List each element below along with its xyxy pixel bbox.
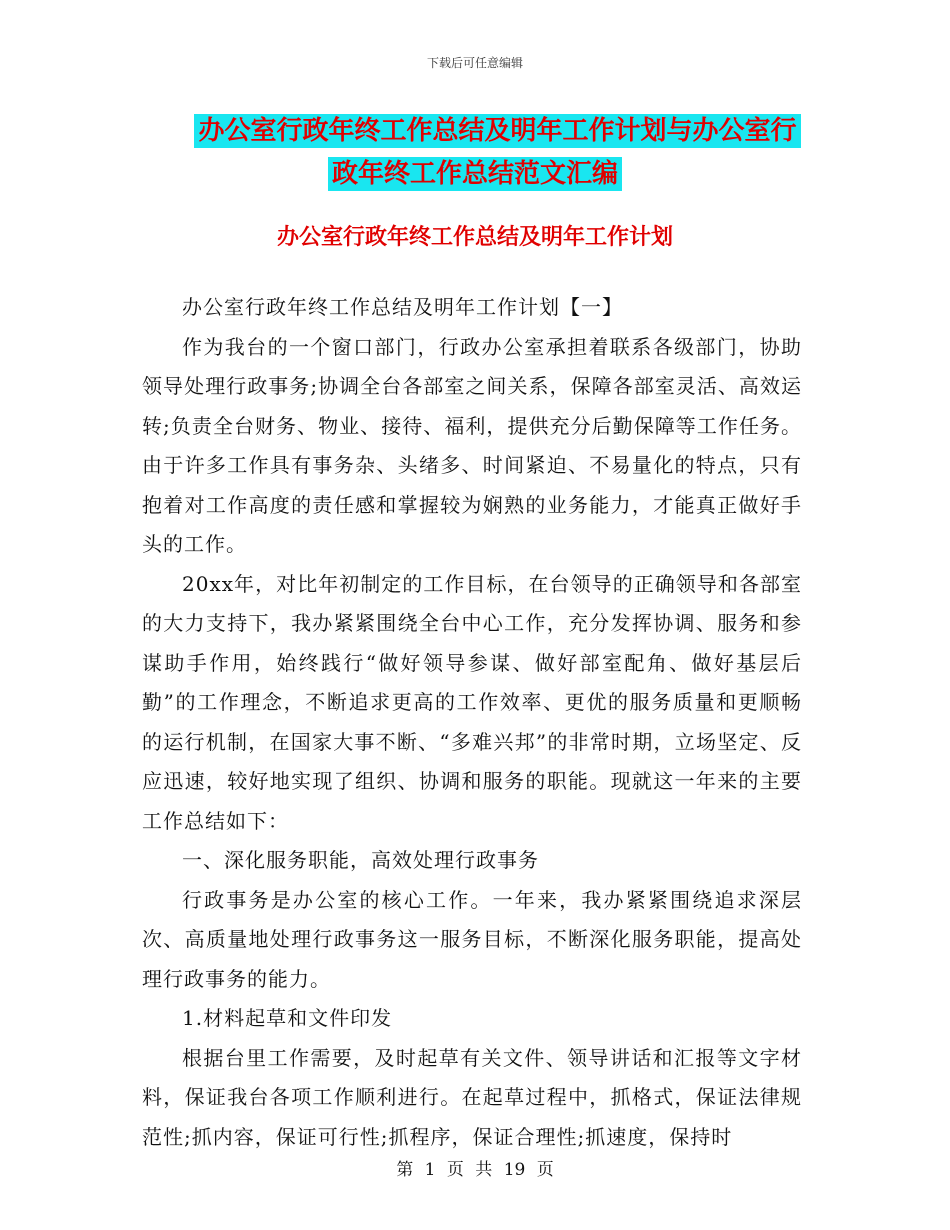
section-title: 办公室行政年终工作总结及明年工作计划 — [276, 225, 673, 250]
paragraph: 行政事务是办公室的核心工作。一年来，我办紧紧围绕追求深层次、高质量地处理行政事务这一服务目标，不断深化服务职能，提高处理行政事务的能力。 — [142, 887, 802, 991]
document-title-line-1 — [0, 112, 950, 150]
paragraph-heading: 1.材料起草和文件印发 — [182, 1006, 393, 1030]
document-body — [142, 288, 802, 1157]
document-title-text-2: 政年终工作总结范文汇编 — [328, 157, 622, 191]
page-number-footer: 第 1 页 共 19 页 — [396, 1160, 554, 1180]
paragraph: 根据台里工作需要，及时起草有关文件、领导讲话和汇报等文字材料，保证我台各项工作顺利进行。在起草过程中，抓格式，保证法律规范性;抓内容，保证可行性;抓程序，保证合理性;抓速度，保持时 — [142, 1045, 802, 1149]
paragraph: 20xx年，对比年初制定的工作目标，在台领导的正确领导和各部室的大力支持下，我办紧紧围绕全台中心工作，充分发挥协调、服务和参谋助手作用，始终践行“做好领导参谋、做好部室配角、做好基层后勤”的工作理念，不断追求更高的工作效率、更优的服务质量和更顺畅的运行机制，在国家大事不断、“多难兴邦”的非常时期，立场坚定、反应迅速，较好地实现了组织、协调和服务的职能。现就这一年来的主要工作总结如下： — [142, 571, 802, 833]
document-title-text-1: 办公室行政年终工作总结及明年工作计划与办公室行 — [194, 114, 800, 148]
paragraph-subtitle: 办公室行政年终工作总结及明年工作计划【一】 — [182, 295, 623, 319]
paragraph: 作为我台的一个窗口部门，行政办公室承担着联系各级部门，协助领导处理行政事务;协调全台各部室之间关系，保障各部室灵活、高效运转;负责全台财务、物业、接待、福利，提供充分后勤保障等工作任务。由于许多工作具有事务杂、头绪多、时间紧迫、不易量化的特点，只有抱着对工作高度的责任感和掌握较为娴熟的业务能力，才能真正做好手头的工作。 — [142, 334, 802, 556]
header-note: 下载后可任意编辑 — [426, 56, 523, 70]
paragraph-heading: 一、深化服务职能，高效处理行政事务 — [182, 848, 539, 872]
document-title-line-2 — [0, 155, 950, 193]
